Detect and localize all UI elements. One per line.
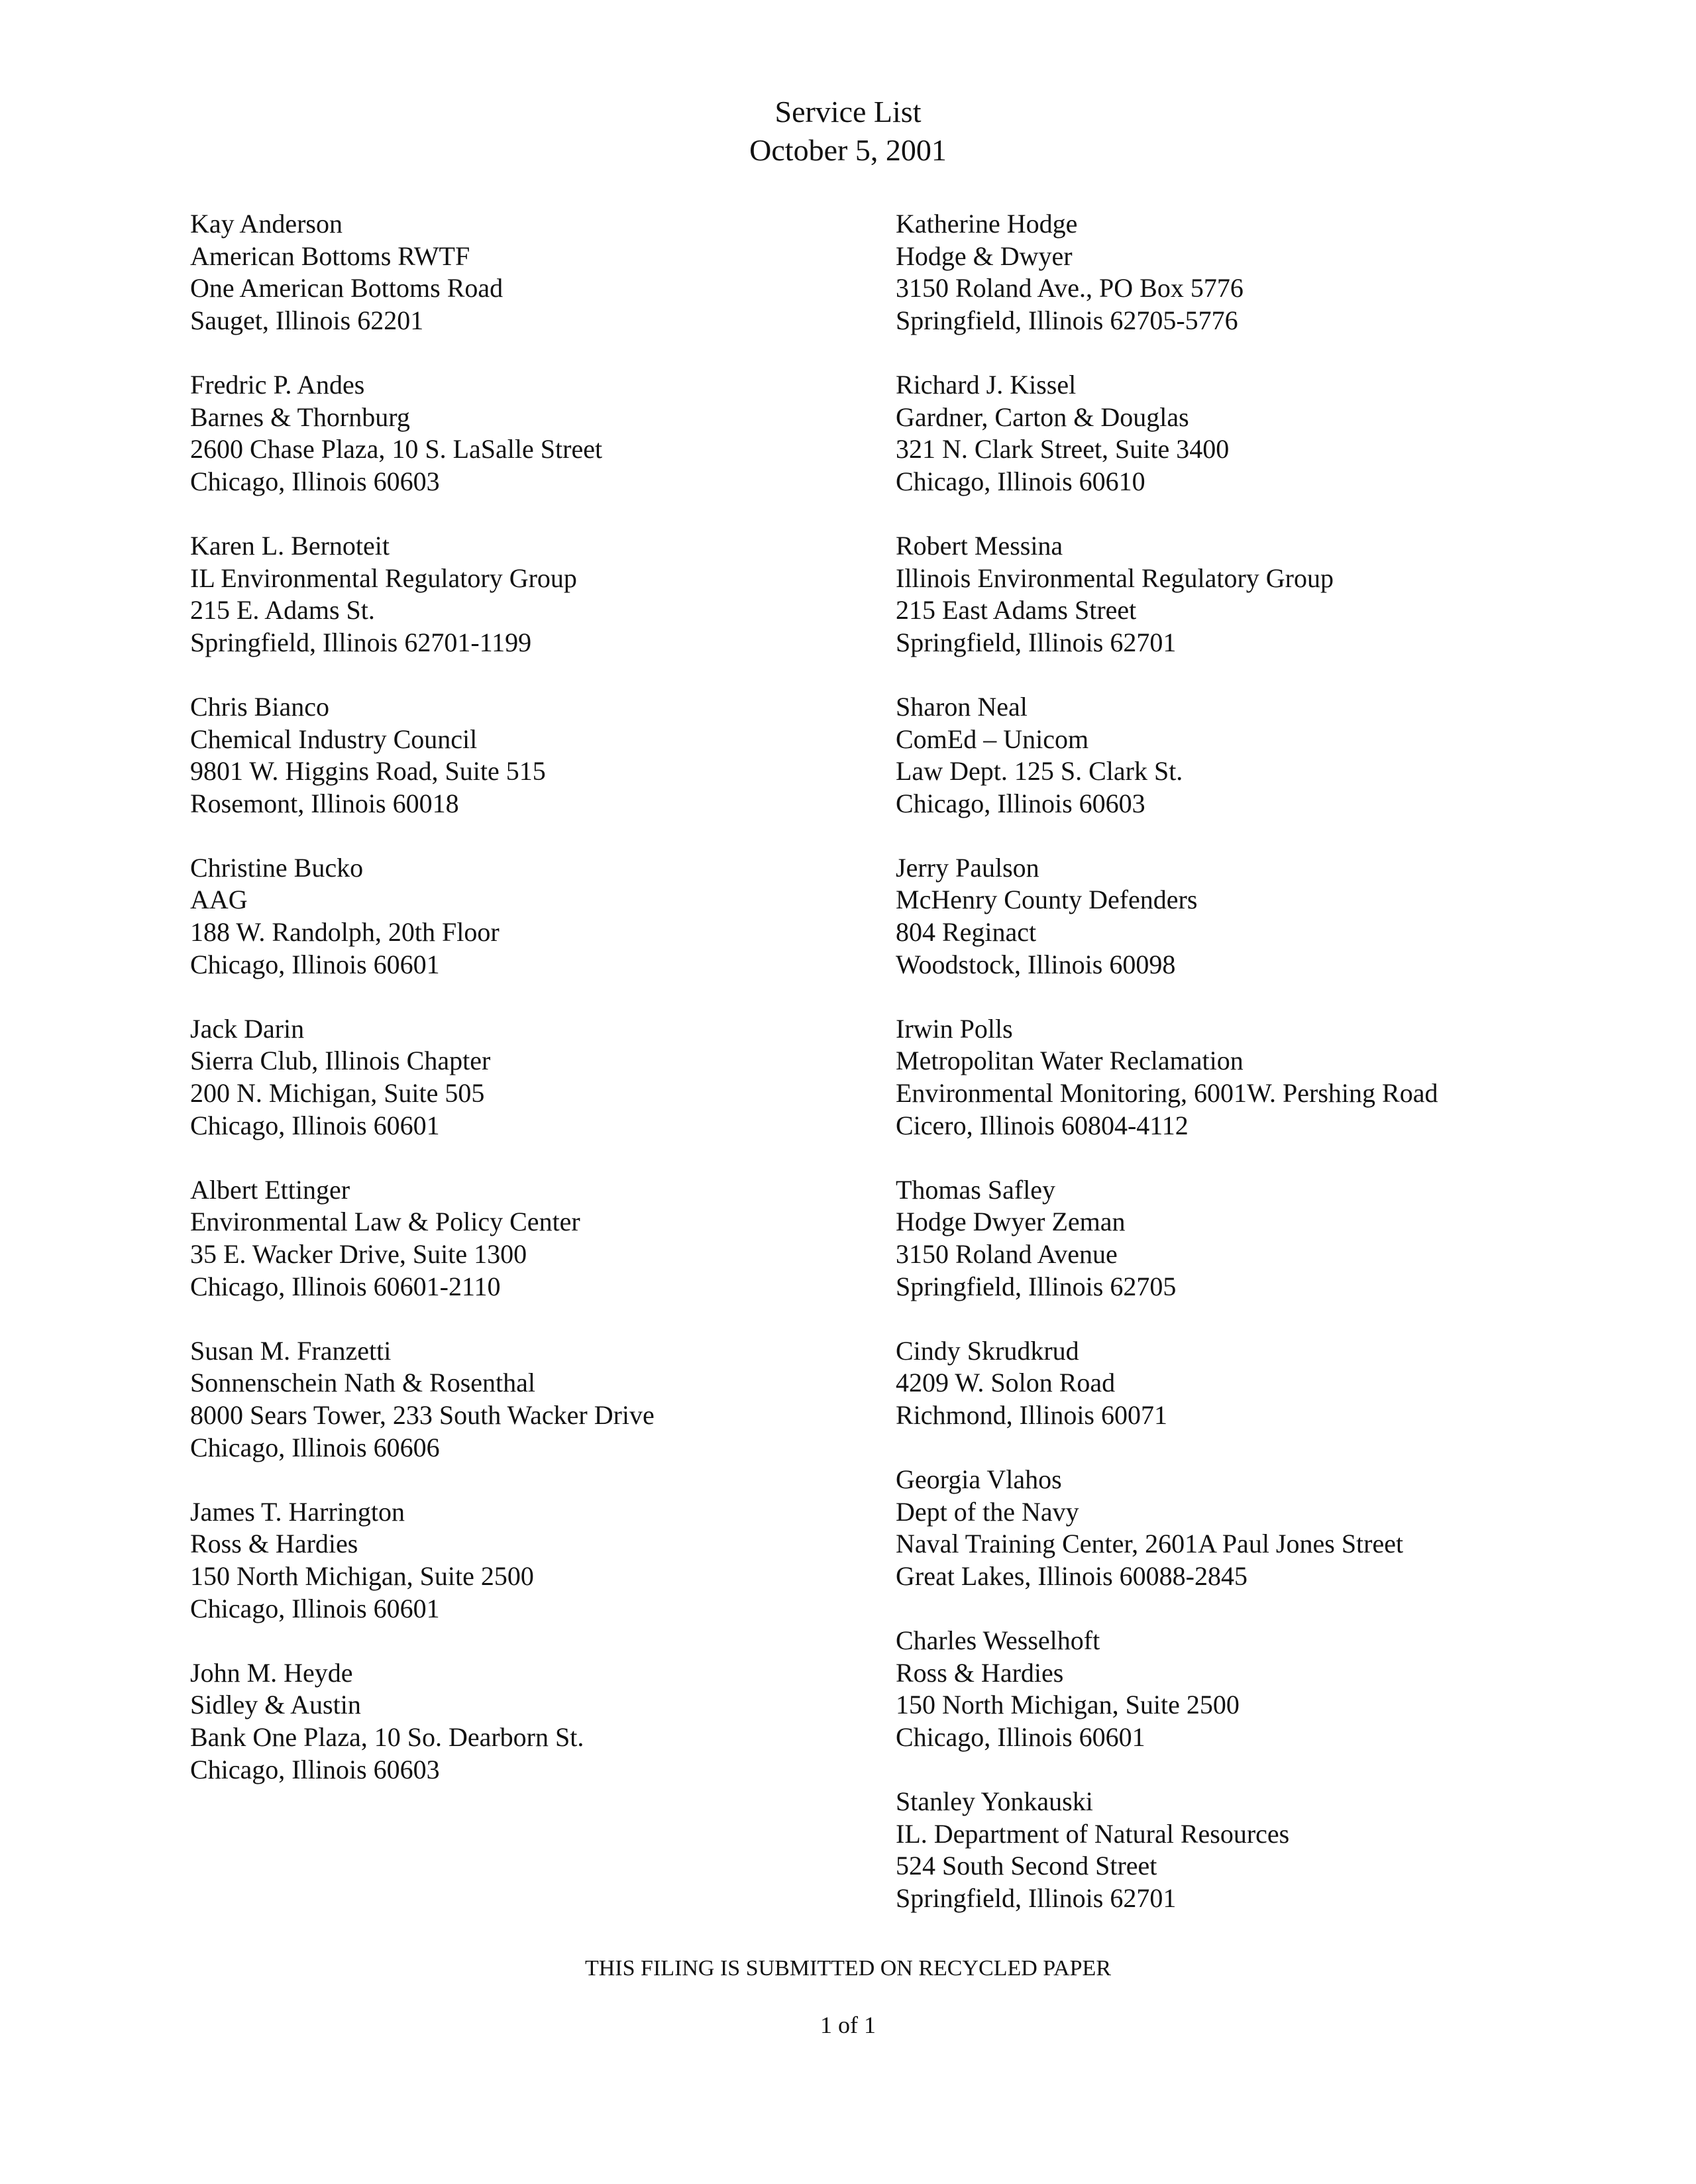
service-entry xyxy=(190,1496,853,1625)
service-entry xyxy=(190,691,853,820)
service-entry xyxy=(190,369,853,498)
entry-name: Christine Bucko xyxy=(190,852,364,883)
entry-address: 35 E. Wacker Drive, Suite 1300 xyxy=(190,1239,527,1269)
service-entry xyxy=(190,530,853,659)
entry-name: Charles Wesselhoft xyxy=(896,1625,1100,1656)
service-entry xyxy=(896,1335,1658,1432)
service-entry xyxy=(896,1174,1658,1303)
service-entry xyxy=(896,1013,1658,1142)
entry-address: 150 North Michigan, Suite 2500 xyxy=(190,1560,534,1591)
entry-city: Springfield, Illinois 62701 xyxy=(896,1883,1177,1913)
entry-org: IL. Department of Natural Resources xyxy=(896,1818,1290,1849)
entry-org: IL Environmental Regulatory Group xyxy=(190,563,577,593)
entry-org: Chemical Industry Council xyxy=(190,724,478,754)
entry-org: McHenry County Defenders xyxy=(896,885,1198,915)
entry-address: 2600 Chase Plaza, 10 S. LaSalle Street xyxy=(190,434,603,464)
entry-address: 4209 W. Solon Road xyxy=(896,1368,1116,1398)
entry-address: 8000 Sears Tower, 233 South Wacker Drive xyxy=(190,1399,655,1430)
entry-name: Thomas Safley xyxy=(896,1174,1056,1205)
entry-name: Cindy Skrudkrud xyxy=(896,1335,1079,1366)
entry-address: 188 W. Randolph, 20th Floor xyxy=(190,917,500,948)
service-entry xyxy=(190,1013,853,1142)
entry-org: American Bottoms RWTF xyxy=(190,241,470,271)
service-entry xyxy=(896,1625,1658,1753)
entry-city: Rosemont, Illinois 60018 xyxy=(190,788,459,818)
entry-name: Jerry Paulson xyxy=(896,852,1039,883)
entry-city: Great Lakes, Illinois 60088-2845 xyxy=(896,1560,1247,1591)
entry-name: Stanley Yonkauski xyxy=(896,1786,1093,1817)
entry-city: Springfield, Illinois 62705 xyxy=(896,1271,1177,1301)
service-entry xyxy=(190,1657,853,1786)
document-header xyxy=(0,93,1696,170)
entry-org: AAG xyxy=(190,885,248,915)
entry-org: Hodge & Dwyer xyxy=(896,241,1073,271)
entry-city: Springfield, Illinois 62701-1199 xyxy=(190,627,532,657)
entry-city: Springfield, Illinois 62705-5776 xyxy=(896,305,1238,335)
entry-city: Cicero, Illinois 60804-4112 xyxy=(896,1110,1189,1140)
entry-address: 215 E. Adams St. xyxy=(190,595,375,626)
entry-name: Jack Darin xyxy=(190,1013,305,1044)
service-entry xyxy=(896,1786,1658,1914)
entry-name: James T. Harrington xyxy=(190,1496,405,1527)
entry-address: 804 Reginact xyxy=(896,917,1037,948)
service-entry xyxy=(190,208,853,337)
right-column xyxy=(896,208,1658,1914)
entry-city: Chicago, Illinois 60606 xyxy=(190,1432,440,1462)
service-entry xyxy=(896,208,1658,337)
entry-name: Fredric P. Andes xyxy=(190,369,365,400)
service-entry xyxy=(190,852,853,981)
entry-name: Susan M. Franzetti xyxy=(190,1335,392,1366)
entry-address: Law Dept. 125 S. Clark St. xyxy=(896,756,1183,787)
entry-city: Chicago, Illinois 60610 xyxy=(896,466,1145,496)
entry-org: Metropolitan Water Reclamation xyxy=(896,1046,1244,1076)
service-entry xyxy=(896,852,1658,981)
entry-org: Ross & Hardies xyxy=(190,1529,358,1559)
entry-city: Sauget, Illinois 62201 xyxy=(190,305,424,335)
entry-city: Chicago, Illinois 60603 xyxy=(896,788,1145,818)
left-column xyxy=(190,208,853,1786)
page-number: 1 of 1 xyxy=(820,2012,876,2038)
entry-org: ComEd – Unicom xyxy=(896,724,1089,754)
entry-address: 215 East Adams Street xyxy=(896,595,1137,626)
entry-address: 3150 Roland Avenue xyxy=(896,1239,1118,1269)
entry-address: One American Bottoms Road xyxy=(190,273,504,303)
entry-city: Richmond, Illinois 60071 xyxy=(896,1399,1167,1430)
entry-city: Woodstock, Illinois 60098 xyxy=(896,949,1176,979)
document-date: October 5, 2001 xyxy=(749,133,947,167)
entry-org: Environmental Law & Policy Center xyxy=(190,1207,580,1237)
entry-name: Irwin Polls xyxy=(896,1013,1013,1044)
entry-city: Chicago, Illinois 60603 xyxy=(190,466,440,496)
entry-name: Robert Messina xyxy=(896,530,1063,561)
entry-org: Gardner, Carton & Douglas xyxy=(896,402,1189,432)
entry-org: Sierra Club, Illinois Chapter xyxy=(190,1046,491,1076)
entry-address: Naval Training Center, 2601A Paul Jones Street xyxy=(896,1529,1404,1559)
document-title: Service List xyxy=(774,95,922,129)
entry-name: John M. Heyde xyxy=(190,1657,353,1688)
entry-address: 200 N. Michigan, Suite 505 xyxy=(190,1078,485,1109)
entry-address: 524 South Second Street xyxy=(896,1851,1157,1881)
service-entry xyxy=(896,369,1658,498)
entry-name: Richard J. Kissel xyxy=(896,369,1077,400)
service-entry xyxy=(190,1174,853,1303)
entry-org: Dept of the Navy xyxy=(896,1496,1079,1527)
service-entry xyxy=(190,1335,853,1464)
entry-name: Sharon Neal xyxy=(896,691,1028,722)
entry-name: Karen L. Bernoteit xyxy=(190,530,390,561)
entry-address: 150 North Michigan, Suite 2500 xyxy=(896,1690,1240,1720)
entry-city: Springfield, Illinois 62701 xyxy=(896,627,1177,657)
recycled-paper-notice: THIS FILING IS SUBMITTED ON RECYCLED PAPER xyxy=(584,1956,1112,1981)
entry-city: Chicago, Illinois 60601 xyxy=(190,1110,440,1140)
entry-city: Chicago, Illinois 60601 xyxy=(896,1721,1145,1752)
service-entry xyxy=(896,530,1658,659)
entry-city: Chicago, Illinois 60601 xyxy=(190,1593,440,1623)
entry-address: 3150 Roland Ave., PO Box 5776 xyxy=(896,273,1244,303)
entry-name: Albert Ettinger xyxy=(190,1174,350,1205)
entry-address: 321 N. Clark Street, Suite 3400 xyxy=(896,434,1230,464)
entry-name: Katherine Hodge xyxy=(896,209,1078,239)
entry-org: Ross & Hardies xyxy=(896,1657,1064,1688)
service-entry xyxy=(896,1464,1658,1592)
entry-city: Chicago, Illinois 60601 xyxy=(190,949,440,979)
entry-org: Hodge Dwyer Zeman xyxy=(896,1207,1126,1237)
entry-name: Chris Bianco xyxy=(190,691,329,722)
entry-org: Sidley & Austin xyxy=(190,1690,361,1720)
entry-org: Barnes & Thornburg xyxy=(190,402,410,432)
entry-address: 9801 W. Higgins Road, Suite 515 xyxy=(190,756,546,787)
entry-address: Environmental Monitoring, 6001W. Pershing Road xyxy=(896,1078,1438,1109)
entry-name: Kay Anderson xyxy=(190,209,343,239)
entry-address: Bank One Plaza, 10 So. Dearborn St. xyxy=(190,1721,584,1752)
entry-org: Illinois Environmental Regulatory Group xyxy=(896,563,1334,593)
entry-org: Sonnenschein Nath & Rosenthal xyxy=(190,1368,536,1398)
service-entry xyxy=(896,691,1658,820)
entry-city: Chicago, Illinois 60601-2110 xyxy=(190,1271,501,1301)
entry-city: Chicago, Illinois 60603 xyxy=(190,1754,440,1784)
entry-name: Georgia Vlahos xyxy=(896,1464,1062,1495)
